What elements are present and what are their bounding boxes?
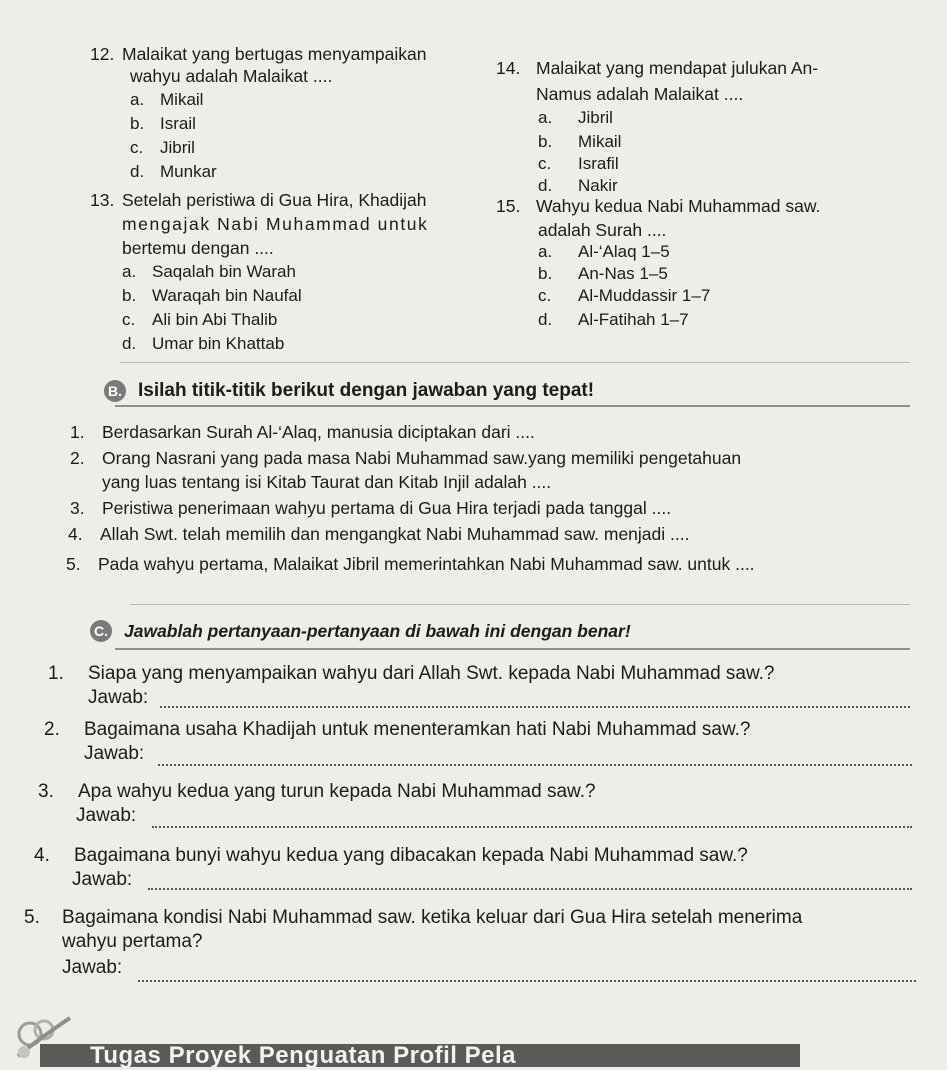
answer-label: Jawab:	[72, 869, 133, 890]
option-12c: c. Jibril	[130, 138, 195, 157]
section-b-header	[104, 380, 594, 402]
section-b-badge: B.	[104, 380, 126, 402]
section-divider	[120, 362, 910, 363]
essay-question-4: 4. Bagaimana bunyi wahyu kedua yang dibacakan kepada Nabi Muhammad saw.?	[34, 845, 748, 866]
fill-item-3: 3. Peristiwa penerimaan wahyu pertama di Gua Hira terjadi pada tanggal ....	[70, 498, 672, 518]
answer-line-2[interactable]	[158, 764, 912, 766]
option-13a: a. Saqalah bin Warah	[122, 262, 296, 281]
answer-line-5[interactable]	[138, 980, 916, 982]
question-12	[90, 44, 426, 64]
fill-item-2: 2. Orang Nasrani yang pada masa Nabi Muhammad saw.yang memiliki pengetahuan	[70, 448, 742, 468]
answer-line-4[interactable]	[148, 888, 912, 890]
question-text: Malaikat yang bertugas menyampaikan	[122, 44, 427, 64]
option-13d: d. Umar bin Khattab	[122, 334, 285, 353]
question-13	[90, 190, 426, 210]
question-text: Setelah peristiwa di Gua Hira, Khadijah	[122, 190, 427, 210]
question-text: Wahyu kedua Nabi Muhammad saw.	[536, 196, 821, 216]
option-15d: d. Al-Fatihah 1–7	[538, 310, 689, 329]
section-c-rule	[115, 648, 910, 650]
option-14b: b. Mikail	[538, 132, 622, 151]
answer-line-1[interactable]	[160, 706, 910, 708]
question-14	[496, 58, 818, 78]
footer-title: Tugas Proyek Penguatan Profil Pela	[90, 1042, 517, 1069]
question-12-line2: wahyu adalah Malaikat ....	[130, 66, 333, 86]
answer-label: Jawab:	[84, 743, 145, 764]
option-13b: b. Waraqah bin Naufal	[122, 286, 302, 305]
essay-question-5: 5. Bagaimana kondisi Nabi Muhammad saw. ketika keluar dari Gua Hira setelah menerima	[24, 907, 803, 928]
fill-item-2-line2: yang luas tentang isi Kitab Taurat dan Kitab Injil adalah ....	[102, 472, 552, 492]
option-14c: c. Israfil	[538, 154, 619, 173]
option-15c: c. Al-Muddassir 1–7	[538, 286, 711, 305]
option-14a: a. Jibril	[538, 108, 613, 127]
option-15a: a. Al-‘Alaq 1–5	[538, 242, 670, 261]
option-15b: b. An-Nas 1–5	[538, 264, 668, 283]
question-number: 12.	[90, 44, 115, 64]
question-15-line2: adalah Surah ....	[538, 220, 667, 240]
question-number: 15.	[496, 196, 521, 216]
fill-item-1: 1. Berdasarkan Surah Al-‘Alaq, manusia diciptakan dari ....	[70, 422, 535, 442]
essay-question-5-line2: wahyu pertama?	[62, 931, 203, 952]
question-13-line2: mengajak Nabi Muhammad untuk	[122, 214, 429, 234]
section-divider	[130, 604, 910, 605]
section-b-title: Isilah titik-titik berikut dengan jawaban yang tepat!	[138, 380, 595, 401]
question-text: Malaikat yang mendapat julukan An-	[536, 58, 819, 78]
answer-label: Jawab:	[62, 957, 123, 978]
question-15	[496, 196, 820, 216]
option-13c: c. Ali bin Abi Thalib	[122, 310, 278, 329]
section-b-rule	[115, 405, 910, 407]
answer-line-3[interactable]	[152, 826, 912, 828]
section-c-title: Jawablah pertanyaan-pertanyaan di bawah ini dengan benar!	[124, 620, 631, 641]
essay-question-3: 3. Apa wahyu kedua yang turun kepada Nabi Muhammad saw.?	[38, 781, 596, 802]
answer-label: Jawab:	[88, 687, 149, 708]
fill-item-4: 4. Allah Swt. telah memilih dan mengangkat Nabi Muhammad saw. menjadi ....	[68, 524, 690, 544]
question-number: 13.	[90, 190, 115, 210]
option-12b: b. Israil	[130, 114, 196, 133]
section-c-badge: C.	[90, 620, 112, 642]
essay-question-2: 2. Bagaimana usaha Khadijah untuk menenteramkan hati Nabi Muhammad saw.?	[44, 719, 751, 740]
essay-question-1: 1. Siapa yang menyampaikan wahyu dari Allah Swt. kepada Nabi Muhammad saw.?	[48, 663, 775, 684]
section-c-header	[90, 620, 631, 642]
question-number: 14.	[496, 58, 521, 78]
question-14-line2: Namus adalah Malaikat ....	[536, 84, 744, 104]
option-12a: a. Mikail	[130, 90, 204, 109]
fill-item-5: 5. Pada wahyu pertama, Malaikat Jibril memerintahkan Nabi Muhammad saw. untuk ....	[66, 554, 755, 574]
question-13-line3: bertemu dengan ....	[122, 238, 274, 258]
option-12d: d. Munkar	[130, 162, 217, 181]
answer-label: Jawab:	[76, 805, 137, 826]
option-14d: d. Nakir	[538, 176, 618, 195]
